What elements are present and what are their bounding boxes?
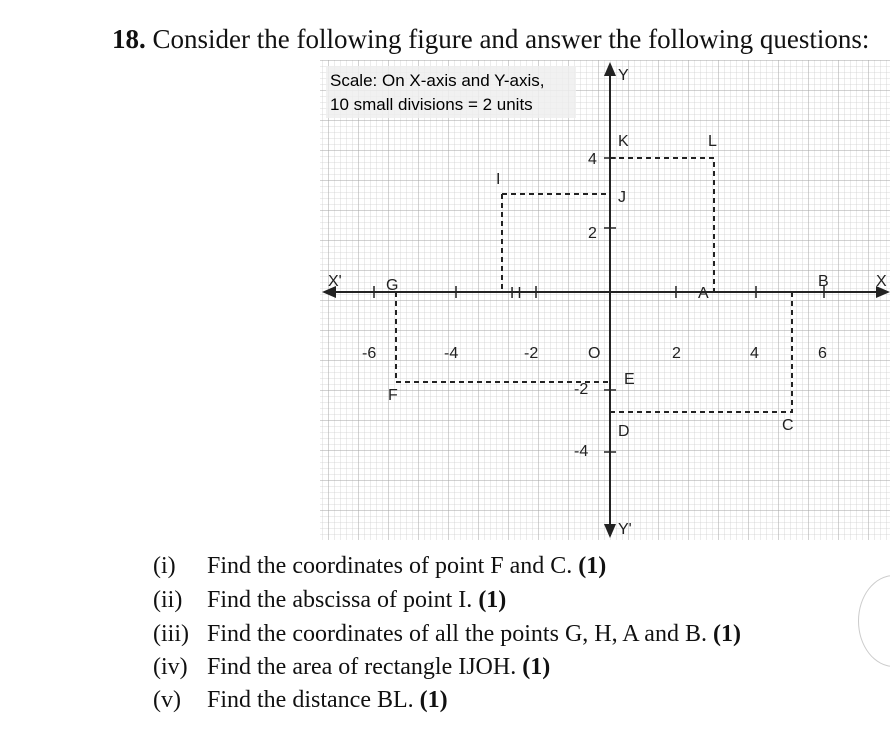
subquestion-2 — [153, 587, 506, 614]
question-heading — [112, 24, 869, 55]
y-tick-label: -2 — [574, 381, 589, 398]
subquestion-1 — [153, 553, 606, 580]
point-label-j: J — [618, 189, 626, 206]
axis-label-y-neg: Y' — [618, 521, 632, 538]
x-tick-label: 6 — [818, 345, 827, 362]
subquestion-number: (iii) — [153, 621, 189, 647]
subquestion-marks: (1) — [712, 621, 741, 647]
point-label-f: F — [388, 387, 398, 404]
point-label-g: G — [386, 277, 399, 294]
origin-label: O — [588, 345, 601, 362]
point-label-l: L — [708, 133, 717, 150]
question-number: 18. — [112, 24, 146, 54]
x-tick-label: 4 — [750, 345, 759, 362]
coordinate-graph — [320, 60, 890, 540]
point-label-c: C — [782, 417, 794, 434]
graph-paper — [320, 60, 890, 540]
axis-label-x: X — [876, 273, 887, 290]
point-label-a: A — [698, 285, 709, 302]
subquestion-text: Find the abscissa of point I. — [207, 587, 473, 613]
subquestion-number: (i) — [153, 553, 176, 579]
x-tick-label: -4 — [444, 345, 459, 362]
point-label-e: E — [624, 371, 635, 388]
x-tick-label: -2 — [524, 345, 539, 362]
subquestion-text: Find the coordinates of all the points G, H, A and B. — [207, 621, 707, 647]
subquestion-number: (iv) — [153, 654, 188, 680]
subquestion-text: Find the area of rectangle IJOH. — [207, 654, 517, 680]
subquestion-marks: (1) — [522, 654, 551, 680]
subquestion-number: (v) — [153, 687, 181, 713]
point-label-i: I — [496, 171, 501, 188]
subquestion-marks: (1) — [478, 587, 507, 613]
point-label-h: H — [510, 285, 522, 302]
x-tick-label: 2 — [672, 345, 681, 362]
subquestion-text: Find the coordinates of point F and C. — [207, 553, 573, 579]
page-edge-decoration — [858, 575, 890, 667]
question-text: Consider the following figure and answer the following questions: — [152, 24, 870, 54]
y-tick-label: 2 — [588, 225, 597, 242]
subquestion-4 — [153, 654, 550, 681]
axis-label-y: Y — [618, 67, 629, 84]
scale-note-line1: Scale: On X-axis and Y-axis, — [330, 71, 545, 90]
point-label-d: D — [618, 423, 630, 440]
subquestion-3 — [153, 621, 741, 648]
subquestion-marks: (1) — [578, 553, 607, 579]
point-label-k: K — [618, 133, 629, 150]
y-tick-label: -4 — [574, 443, 589, 460]
point-label-b: B — [818, 273, 829, 290]
subquestion-text: Find the distance BL. — [207, 687, 414, 713]
subquestion-5 — [153, 687, 448, 714]
x-tick-label: -6 — [362, 345, 377, 362]
y-tick-label: 4 — [588, 151, 597, 168]
subquestion-marks: (1) — [419, 687, 448, 713]
scale-note-line2: 10 small divisions = 2 units — [330, 95, 533, 114]
subquestion-number: (ii) — [153, 587, 183, 613]
axis-label-x-neg: X' — [328, 273, 342, 290]
